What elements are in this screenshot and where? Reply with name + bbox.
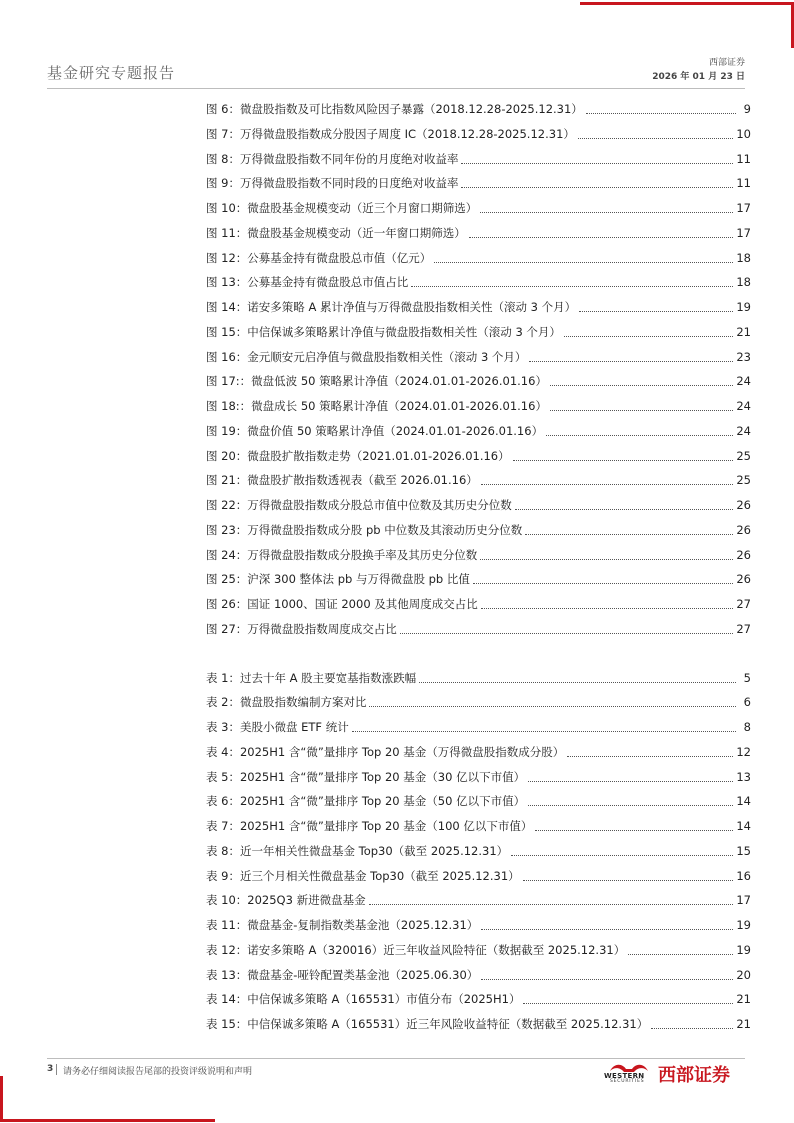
- toc-entry[interactable]: [206, 320, 751, 340]
- toc-entry-page: 26: [736, 522, 751, 537]
- toc-entry-label: 表 1：过去十年 A 股主要宽基指数涨跌幅: [206, 670, 417, 685]
- toc-entry-page: 26: [736, 498, 751, 512]
- toc-entry-leader: [579, 310, 733, 312]
- toc-entry-label: 图 6：微盘股指数及可比指数风险因子暴露（2018.12.28-2025.12.31）: [206, 102, 583, 116]
- toc-entry-leader: [523, 879, 734, 881]
- company-logo: [604, 1059, 748, 1085]
- toc-entry-label: 图 19：微盘价值 50 策略累计净值（2024.01.01-2026.01.16）: [206, 423, 544, 438]
- toc-entry-page: 20: [736, 967, 751, 982]
- toc-entry-page: 26: [736, 572, 751, 587]
- toc-entry[interactable]: [206, 740, 751, 760]
- toc-entry-leader: [434, 261, 733, 263]
- toc-entry[interactable]: [206, 987, 751, 1007]
- report-type-title: 基金研究专题报告: [47, 64, 176, 82]
- toc-entry[interactable]: [206, 518, 751, 538]
- toc-entry-page: 24: [736, 399, 751, 413]
- toc-entry[interactable]: [206, 196, 751, 216]
- toc-entry-leader: [651, 1027, 733, 1029]
- toc-entry-label: 表 10：2025Q3 新进微盘基金: [206, 893, 366, 908]
- toc-entry-leader: [481, 978, 733, 980]
- toc-entry-page: 11: [736, 176, 751, 191]
- toc-entry-page: 19: [736, 300, 751, 314]
- toc-entry-leader: [469, 236, 734, 238]
- toc-entry[interactable]: [206, 97, 751, 117]
- toc-entry-leader: [419, 681, 736, 683]
- toc-entry-page: 19: [736, 918, 751, 932]
- header-divider: [47, 88, 745, 89]
- toc-entry-label: 表 8：近一年相关性微盘基金 Top30（截至 2025.12.31）: [206, 843, 509, 858]
- toc-entry-label: 图 8：万得微盘股指数不同年份的月度绝对收益率: [206, 151, 459, 166]
- toc-entry-page: 8: [743, 720, 751, 734]
- toc-entry-label: 图 26：国证 1000、国证 2000 及其他周度成交占比: [206, 597, 478, 611]
- toc-entry-leader: [511, 854, 733, 856]
- toc-entry-label: 图 27：万得微盘股指数周度成交占比: [206, 621, 397, 636]
- toc-entry-page: 17: [736, 893, 751, 908]
- toc-entry-leader: [473, 582, 733, 584]
- logo-text-en-sub: SECURITIES: [610, 1079, 645, 1084]
- toc-entry[interactable]: [206, 913, 751, 933]
- toc-entry-label: 表 12：诺安多策略 A（320016）近三年收益风险特征（数据截至 2025.12.31）: [206, 942, 626, 957]
- toc-entry-label: 图 13：公募基金持有微盘股总市值占比: [206, 275, 409, 290]
- toc-entry[interactable]: [206, 765, 751, 785]
- toc-entry-label: 图 10：微盘股基金规模变动（近三个月窗口期筛选）: [206, 201, 478, 215]
- footer-page-number: 3: [47, 1064, 54, 1074]
- toc-entry-page: 17: [736, 225, 751, 240]
- toc-entry-leader: [515, 508, 734, 510]
- toc-entry-page: 16: [736, 868, 751, 883]
- logo-text-en: WESTERN: [604, 1072, 645, 1080]
- toc-entry-leader: [528, 804, 733, 806]
- toc-entry[interactable]: [206, 345, 751, 365]
- toc-entry-label: 图 15：中信保诚多策略累计净值与微盘股指数相关性（滚动 3 个月）: [206, 324, 561, 339]
- toc-entry-page: 18: [736, 250, 751, 265]
- toc-entry[interactable]: [206, 567, 751, 587]
- toc-entry-page: 27: [736, 597, 751, 611]
- toc-entry[interactable]: [206, 864, 751, 884]
- toc-entry-label: 图 18:：微盘成长 50 策略累计净值（2024.01.01-2026.01.16）: [206, 399, 547, 413]
- toc-entry-page: 27: [736, 621, 751, 636]
- corner-decoration-bottom-left-h: [0, 1119, 215, 1122]
- toc-entry-label: 表 13：微盘基金-哑铃配置类基金池（2025.06.30）: [206, 967, 479, 982]
- toc-entry-leader: [513, 459, 734, 461]
- toc-entry-page: 25: [736, 448, 751, 463]
- toc-entry[interactable]: [206, 963, 751, 983]
- toc-entry-label: 表 14：中信保诚多策略 A（165531）市值分布（2025H1）: [206, 992, 521, 1007]
- toc-entry-leader: [546, 434, 733, 436]
- toc-entry-label: 表 3：美股小微盘 ETF 统计: [206, 720, 349, 734]
- toc-entry-leader: [481, 607, 734, 609]
- toc-entry[interactable]: [206, 394, 751, 414]
- toc-entry-label: 表 15：中信保诚多策略 A（165531）近三年风险收益特征（数据截至 2025.12.31）: [206, 1017, 649, 1031]
- toc-entry-leader: [369, 903, 734, 905]
- toc-entry-label: 图 23：万得微盘股指数成分股 pb 中位数及其滚动历史分位数: [206, 522, 523, 537]
- toc-entry[interactable]: [206, 666, 751, 686]
- toc-entry-leader: [461, 186, 733, 188]
- toc-entry-leader: [461, 162, 733, 164]
- toc-entry[interactable]: [206, 493, 751, 513]
- toc-entry[interactable]: [206, 789, 751, 809]
- toc-entry-page: 21: [736, 324, 751, 339]
- toc-entry[interactable]: [206, 814, 751, 834]
- toc-entry[interactable]: [206, 888, 751, 908]
- logo-text-cn: 西部证券: [658, 1065, 730, 1086]
- toc-entry[interactable]: [206, 147, 751, 167]
- header-company: 西部证券: [708, 58, 745, 68]
- toc-entry-label: 图 25：沪深 300 整体法 pb 与万得微盘股 pb 比值: [206, 572, 470, 587]
- toc-entry-label: 表 9：近三个月相关性微盘基金 Top30（截至 2025.12.31）: [206, 868, 520, 883]
- toc-entry-page: 26: [736, 547, 751, 562]
- toc-entry[interactable]: [206, 839, 751, 859]
- toc-entry-label: 图 7：万得微盘股指数成分股因子周度 IC（2018.12.28-2025.12.31）: [206, 126, 575, 141]
- corner-decoration-top-right-h: [580, 2, 794, 5]
- toc-entry-leader: [400, 632, 734, 634]
- toc-entry-leader: [523, 1002, 733, 1004]
- toc-entry-leader: [586, 112, 736, 114]
- toc-entry-page: 19: [736, 942, 751, 957]
- toc-entry[interactable]: [206, 171, 751, 191]
- toc-entry-page: 23: [736, 349, 751, 364]
- toc-entry-leader: [535, 829, 733, 831]
- toc-entry-label: 表 2：微盘股指数编制方案对比: [206, 695, 367, 710]
- toc-entry-label: 图 24：万得微盘股指数成分股换手率及其历史分位数: [206, 547, 478, 562]
- toc-entry[interactable]: [206, 295, 751, 315]
- toc-entry-page: 13: [736, 769, 751, 784]
- corner-decoration-bottom-left-v: [0, 1076, 3, 1122]
- toc-entry-label: 表 6：2025H1 含“微”量排序 Top 20 基金（50 亿以下市值）: [206, 794, 526, 809]
- toc-entry-leader: [578, 137, 733, 139]
- toc-entry[interactable]: [206, 592, 751, 612]
- toc-entry-leader: [564, 335, 733, 337]
- toc-entry[interactable]: [206, 1012, 751, 1032]
- toc-entry[interactable]: [206, 221, 751, 241]
- toc-entry-page: 12: [736, 744, 751, 759]
- toc-entry-page: 5: [743, 670, 751, 685]
- toc-entry-leader: [480, 211, 733, 213]
- toc-entry-page: 25: [736, 473, 751, 488]
- toc-entry-label: 图 12：公募基金持有微盘股总市值（亿元）: [206, 250, 432, 265]
- toc-entry-label: 表 4：2025H1 含“微”量排序 Top 20 基金（万得微盘股指数成分股）: [206, 744, 565, 759]
- toc-entry[interactable]: [206, 444, 751, 464]
- toc-entry[interactable]: [206, 938, 751, 958]
- toc-entry-page: 24: [736, 423, 751, 438]
- toc-entry-leader: [480, 558, 733, 560]
- toc-entry-page: 18: [736, 275, 751, 290]
- toc-entry-page: 10: [736, 126, 751, 141]
- toc-entry[interactable]: [206, 419, 751, 439]
- footer-disclaimer: 请务必仔细阅读报告尾部的投资评级说明和声明: [63, 1067, 253, 1077]
- toc-entry[interactable]: [206, 122, 751, 142]
- toc-entry-leader: [567, 755, 733, 757]
- toc-entry-page: 21: [736, 992, 751, 1007]
- toc-entry[interactable]: [206, 543, 751, 563]
- toc-entry-page: 15: [736, 843, 751, 858]
- header-right: [652, 56, 745, 84]
- toc-entry-label: 图 17:：微盘低波 50 策略累计净值（2024.01.01-2026.01.16）: [206, 374, 547, 389]
- toc-entry[interactable]: [206, 246, 751, 266]
- toc-entry-label: 图 20：微盘股扩散指数走势（2021.01.01-2026.01.16）: [206, 448, 510, 463]
- toc-entry-label: 图 11：微盘股基金规模变动（近一年窗口期筛选）: [206, 225, 466, 240]
- toc-entry-label: 图 21：微盘股扩散指数透视表（截至 2026.01.16）: [206, 473, 478, 488]
- toc-entry-page: 11: [736, 151, 751, 166]
- toc-entry-label: 表 11：微盘基金-复制指数类基金池（2025.12.31）: [206, 918, 479, 932]
- toc-entry[interactable]: [206, 715, 751, 735]
- toc-entry-label: 图 22：万得微盘股指数成分股总市值中位数及其历史分位数: [206, 498, 512, 512]
- toc-entry-leader: [352, 730, 736, 732]
- toc-entry[interactable]: [206, 690, 751, 710]
- toc-entry-page: 6: [743, 695, 751, 710]
- toc-entry-page: 9: [743, 102, 751, 116]
- toc-entry-leader: [481, 928, 733, 930]
- footer-separator: [56, 1064, 57, 1075]
- header-date: 2026 年 01 月 23 日: [652, 72, 745, 82]
- toc-entry-leader: [529, 360, 733, 362]
- toc-entry-leader: [550, 384, 733, 386]
- toc-entry-leader: [525, 533, 733, 535]
- toc-entry-page: 14: [736, 819, 751, 833]
- toc-entry-page: 17: [736, 201, 751, 215]
- toc-entry-leader: [481, 483, 734, 485]
- toc-entry-page: 21: [736, 1017, 751, 1031]
- toc-entry-label: 图 9：万得微盘股指数不同时段的日度绝对收益率: [206, 176, 459, 191]
- toc-entry[interactable]: [206, 617, 751, 637]
- toc-entry-label: 表 7：2025H1 含“微”量排序 Top 20 基金（100 亿以下市值）: [206, 819, 533, 833]
- toc-entry-leader: [411, 285, 733, 287]
- toc-entry[interactable]: [206, 468, 751, 488]
- toc-entry[interactable]: [206, 369, 751, 389]
- toc-entry-leader: [528, 780, 733, 782]
- toc-entry-leader: [628, 953, 733, 955]
- toc-entry-label: 表 5：2025H1 含“微”量排序 Top 20 基金（30 亿以下市值）: [206, 769, 526, 784]
- toc-entry-page: 24: [736, 374, 751, 389]
- toc-entry-page: 14: [736, 794, 751, 809]
- toc-entry-label: 图 14：诺安多策略 A 累计净值与万得微盘股指数相关性（滚动 3 个月）: [206, 300, 577, 314]
- toc-entry-label: 图 16：金元顺安元启净值与微盘股指数相关性（滚动 3 个月）: [206, 349, 527, 364]
- toc-entry[interactable]: [206, 270, 751, 290]
- toc-entry-leader: [369, 705, 736, 707]
- toc-entry-leader: [550, 409, 733, 411]
